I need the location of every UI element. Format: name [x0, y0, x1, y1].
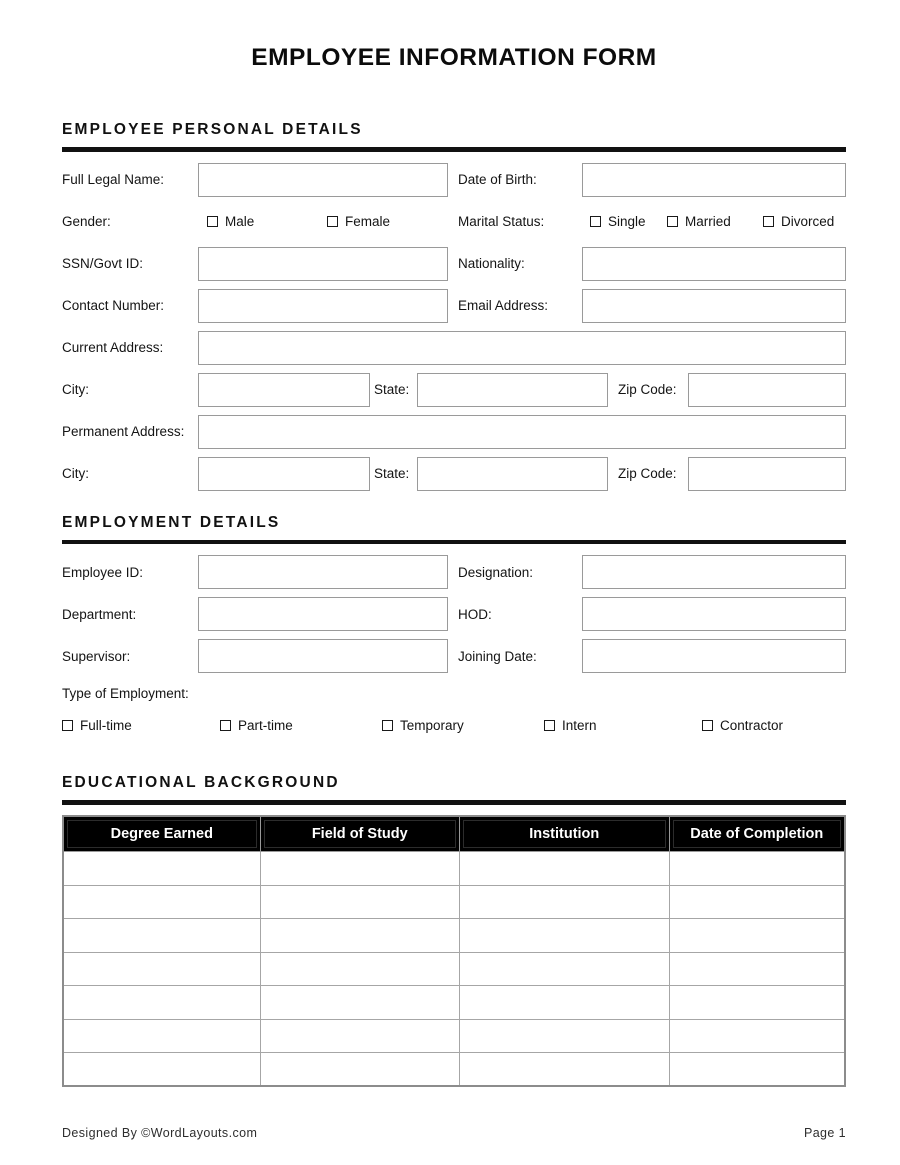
personal-section: [62, 163, 846, 491]
edu-table-cell[interactable]: [260, 852, 459, 886]
permanent-city-input[interactable]: [198, 457, 370, 491]
footer-credit: Designed By ©WordLayouts.com: [62, 1126, 258, 1140]
checkbox-temporary[interactable]: [382, 718, 544, 733]
checkbox-icon: [62, 720, 73, 731]
checkbox-contractor[interactable]: [702, 718, 846, 733]
hod-label: HOD:: [458, 606, 492, 622]
form-row: [62, 373, 846, 407]
checkbox-label: Intern: [562, 717, 597, 733]
checkbox-icon: [220, 720, 231, 731]
current-state-input[interactable]: [417, 373, 608, 407]
edu-table-cell[interactable]: [669, 986, 845, 1020]
permanent-address-label: Permanent Address:: [62, 424, 185, 439]
department-label: Department:: [62, 606, 137, 622]
checkbox-female[interactable]: [318, 214, 458, 229]
edu-table-cell[interactable]: [63, 986, 260, 1020]
nationality-label: Nationality:: [458, 256, 525, 271]
contact-number-label: Contact Number:: [62, 298, 165, 313]
ssn-govt-id-input[interactable]: [198, 247, 448, 281]
edu-table-cell[interactable]: [669, 1019, 845, 1053]
type-of-employment-label: Type of Employment:: [62, 685, 189, 701]
edu-table-cell[interactable]: [669, 852, 845, 886]
checkbox-icon: [763, 216, 774, 227]
edu-table-cell[interactable]: [669, 952, 845, 986]
form-row: [62, 597, 846, 631]
email-address-label: Email Address:: [458, 298, 549, 313]
education-table: [62, 815, 846, 1088]
permanent-address-input[interactable]: [198, 415, 846, 449]
edu-table-cell[interactable]: [63, 1019, 260, 1053]
checkbox-icon: [207, 216, 218, 227]
full-legal-name-input[interactable]: [198, 163, 448, 197]
form-row: [62, 415, 846, 449]
form-row: [62, 555, 846, 589]
edu-table-cell[interactable]: [63, 1053, 260, 1087]
edu-table-row: [63, 852, 845, 886]
edu-table-cell[interactable]: [459, 885, 669, 919]
designation-label: Designation:: [458, 564, 534, 580]
checkbox-label: Contractor: [720, 717, 784, 733]
page-footer: [62, 1126, 846, 1140]
checkbox-part-time[interactable]: [220, 718, 382, 733]
joining-date-input[interactable]: [582, 639, 846, 673]
checkbox-male[interactable]: [198, 214, 318, 229]
page-title: EMPLOYEE INFORMATION FORM: [251, 44, 657, 71]
edu-table-cell[interactable]: [63, 885, 260, 919]
current-city-input[interactable]: [198, 373, 370, 407]
hod-input[interactable]: [582, 597, 846, 631]
employee-id-input[interactable]: [198, 555, 448, 589]
state-label: State:: [374, 382, 410, 397]
state-label: State:: [374, 466, 410, 481]
edu-table-cell[interactable]: [459, 986, 669, 1020]
department-input[interactable]: [198, 597, 448, 631]
edu-table-cell[interactable]: [669, 885, 845, 919]
form-row: [62, 639, 846, 673]
nationality-input[interactable]: [582, 247, 846, 281]
supervisor-label: Supervisor:: [62, 648, 131, 664]
checkbox-intern[interactable]: [544, 718, 702, 733]
checkbox-icon: [667, 216, 678, 227]
ssn-govt-id-label: SSN/Govt ID:: [62, 256, 144, 271]
current-address-input[interactable]: [198, 331, 846, 365]
checkbox-full-time[interactable]: [62, 718, 220, 733]
checkbox-icon: [327, 216, 338, 227]
permanent-state-input[interactable]: [417, 457, 608, 491]
section-heading-personal: EMPLOYEE PERSONAL DETAILS: [62, 121, 363, 138]
checkbox-label: Single: [608, 214, 646, 229]
footer-page-number: Page 1: [803, 1126, 846, 1140]
checkbox-divorced[interactable]: [763, 214, 846, 229]
checkbox-icon: [382, 720, 393, 731]
edu-col-header-date: Date of Completion: [669, 816, 845, 852]
edu-table-cell[interactable]: [260, 885, 459, 919]
form-row: [62, 457, 846, 491]
section-heading-employment: EMPLOYMENT DETAILS: [62, 513, 281, 531]
date-of-birth-label: Date of Birth:: [458, 172, 537, 187]
edu-table-cell[interactable]: [260, 1053, 459, 1087]
edu-table-row: [63, 1053, 845, 1087]
edu-table-cell[interactable]: [260, 1019, 459, 1053]
edu-table-cell[interactable]: [459, 919, 669, 953]
edu-table-cell[interactable]: [260, 986, 459, 1020]
employment-type-options: [62, 711, 846, 739]
designation-input[interactable]: [582, 555, 846, 589]
section-rule: [62, 800, 846, 805]
gender-label: Gender:: [62, 214, 111, 229]
checkbox-label: Female: [345, 214, 391, 229]
employee-id-label: Employee ID:: [62, 564, 144, 580]
checkbox-label: Married: [685, 214, 731, 229]
contact-number-input[interactable]: [198, 289, 448, 323]
edu-table-header-row: [63, 816, 845, 852]
edu-table-row: [63, 1019, 845, 1053]
edu-col-header-degree: Degree Earned: [63, 816, 260, 852]
section-rule: [62, 147, 846, 152]
section-rule: [62, 540, 846, 545]
edu-table-cell[interactable]: [459, 852, 669, 886]
zip-code-label: Zip Code:: [618, 466, 677, 481]
form-row: [62, 205, 846, 239]
checkbox-icon: [590, 216, 601, 227]
city-label: City:: [62, 382, 89, 397]
form-row: [62, 163, 846, 197]
edu-table-cell[interactable]: [459, 952, 669, 986]
edu-table-cell[interactable]: [459, 1053, 669, 1087]
employment-section: [62, 555, 846, 739]
full-legal-name-label: Full Legal Name:: [62, 172, 165, 187]
checkbox-label: Full-time: [80, 717, 132, 733]
form-row: [62, 289, 846, 323]
checkbox-single[interactable]: [590, 214, 667, 229]
checkbox-label: Part-time: [238, 717, 293, 733]
permanent-zip-input[interactable]: [688, 457, 846, 491]
edu-table-row: [63, 986, 845, 1020]
section-heading-education: EDUCATIONAL BACKGROUND: [62, 774, 340, 791]
city-label: City:: [62, 466, 89, 481]
joining-date-label: Joining Date:: [458, 648, 537, 664]
edu-table-cell[interactable]: [669, 1053, 845, 1087]
current-zip-input[interactable]: [688, 373, 846, 407]
email-address-input[interactable]: [582, 289, 846, 323]
supervisor-input[interactable]: [198, 639, 448, 673]
edu-table-cell[interactable]: [260, 952, 459, 986]
marital-status-label: Marital Status:: [458, 214, 545, 229]
edu-table-row: [63, 919, 845, 953]
date-of-birth-input[interactable]: [582, 163, 846, 197]
form-row: [62, 331, 846, 365]
checkbox-label: Temporary: [400, 717, 464, 733]
edu-table-cell[interactable]: [260, 919, 459, 953]
checkbox-label: Divorced: [781, 214, 835, 229]
checkbox-icon: [702, 720, 713, 731]
edu-table-row: [63, 952, 845, 986]
edu-table-cell[interactable]: [63, 852, 260, 886]
edu-col-header-field: Field of Study: [260, 816, 459, 852]
current-address-label: Current Address:: [62, 340, 164, 355]
checkbox-icon: [544, 720, 555, 731]
form-row: [62, 247, 846, 281]
edu-table-cell[interactable]: [63, 952, 260, 986]
edu-table-cell[interactable]: [63, 919, 260, 953]
checkbox-married[interactable]: [667, 214, 763, 229]
edu-table-cell[interactable]: [669, 919, 845, 953]
edu-table-cell[interactable]: [459, 1019, 669, 1053]
zip-code-label: Zip Code:: [618, 382, 677, 397]
checkbox-label: Male: [225, 214, 255, 229]
edu-table-body: [63, 852, 845, 1087]
edu-table-row: [63, 885, 845, 919]
edu-col-header-institution: Institution: [459, 816, 669, 852]
